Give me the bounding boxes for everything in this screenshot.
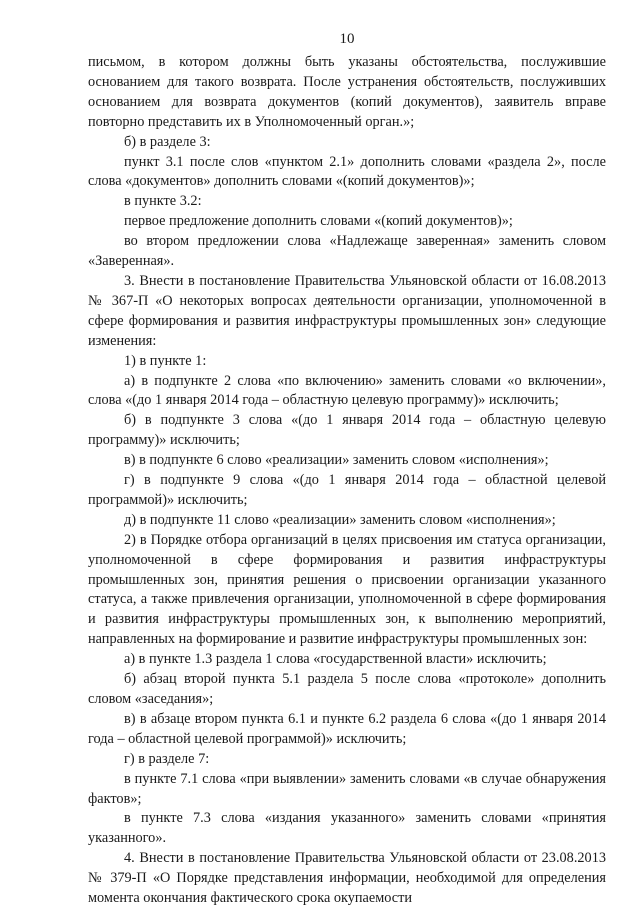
paragraph-point-7-1: в пункте 7.1 слова «при выявлении» заменить словами «в случае обнаружения фактов»; (88, 770, 606, 807)
paragraph-subitem-2v: в) в абзаце втором пункта 6.1 и пункте 6.2 раздела 6 слова «(до 1 января 2014 года – областной целевой программой)» исключить; (88, 710, 606, 747)
paragraph-subitem-1d: д) в подпункте 11 слово «реализации» заменить словом «исполнения»; (124, 511, 556, 528)
paragraph-point-7-3: в пункте 7.3 слова «издания указанного» заменить словами «принятия указанного». (88, 810, 606, 847)
paragraph-subitem-2a: а) в пункте 1.3 раздела 1 слова «государственной власти» исключить; (124, 651, 547, 668)
paragraph-first-sentence: первое предложение дополнить словами «(копий документов)»; (124, 213, 513, 230)
paragraph-second-sentence: во втором предложении слова «Надлежаще заверенная» заменить словом «Заверенная». (88, 233, 606, 270)
paragraph-section-3-header: б) в разделе 3: (124, 133, 211, 150)
paragraph-subitem-1: 1) в пункте 1: (124, 352, 207, 369)
paragraph-item-3: 3. Внести в постановление Правительства Ульяновской области от 16.08.2013 № 367-П «О некоторых вопросах деятельности организации, уполномоченной в сфере формирования и развития инфраструктуры промышленных зон» следующие изменения: (88, 272, 606, 349)
paragraph-point-3-2-header: в пункте 3.2: (124, 193, 202, 210)
paragraph-subitem-2g: г) в разделе 7: (124, 750, 210, 767)
paragraph-item-4: 4. Внести в постановление Правительства Ульяновской области от 23.08.2013 № 379-П «О Порядке представления информации, необходимой для определения момента окончания фактического срока окупаемости (88, 850, 606, 907)
paragraph-subitem-1a: а) в подпункте 2 слова «по включению» заменить словами «о включении», слова «(до 1 января 2014 года – областную целевую программу)» исключить; (88, 372, 606, 409)
paragraph-subitem-1v: в) в подпункте 6 слово «реализации» заменить словом «исполнения»; (124, 452, 549, 469)
paragraph-point-3-1: пункт 3.1 после слов «пунктом 2.1» дополнить словами «раздела 2», после слова «документов» дополнить словами «(копий документов)»; (88, 153, 606, 190)
paragraph-subitem-2: 2) в Порядке отбора организаций в целях присвоения им статуса организации, уполномоченной в сфере формирования и развития инфраструктуры промышленных зон, принятия решения о присвоении организации указанного статуса, а также привлечения организации, уполномоченной в сфере формирования и развития инфраструктуры промышленных зон, к выполнению мероприятий, направленных на формирование и развитие инфраструктуры промышленных зон: (88, 531, 606, 648)
paragraph-subitem-1b: б) в подпункте 3 слова «(до 1 января 2014 года – областную целевую программу)» исключить; (88, 412, 606, 449)
paragraph-continuation: письмом, в котором должны быть указаны обстоятельства, послужившие основанием для такого возврата. После устранения обстоятельств, послуживших основанием для возврата документов (копий документов), заявитель вправе повторно представить их в Уполномоченный орган.»; (88, 54, 606, 130)
paragraph-subitem-2b: б) абзац второй пункта 5.1 раздела 5 после слова «протоколе» дополнить словом «заседания»; (88, 671, 606, 707)
page-number: 10 (339, 31, 355, 47)
paragraph-subitem-1g: г) в подпункте 9 слова «(до 1 января 2014 года – областной целевой программой)» исключить; (88, 472, 606, 508)
